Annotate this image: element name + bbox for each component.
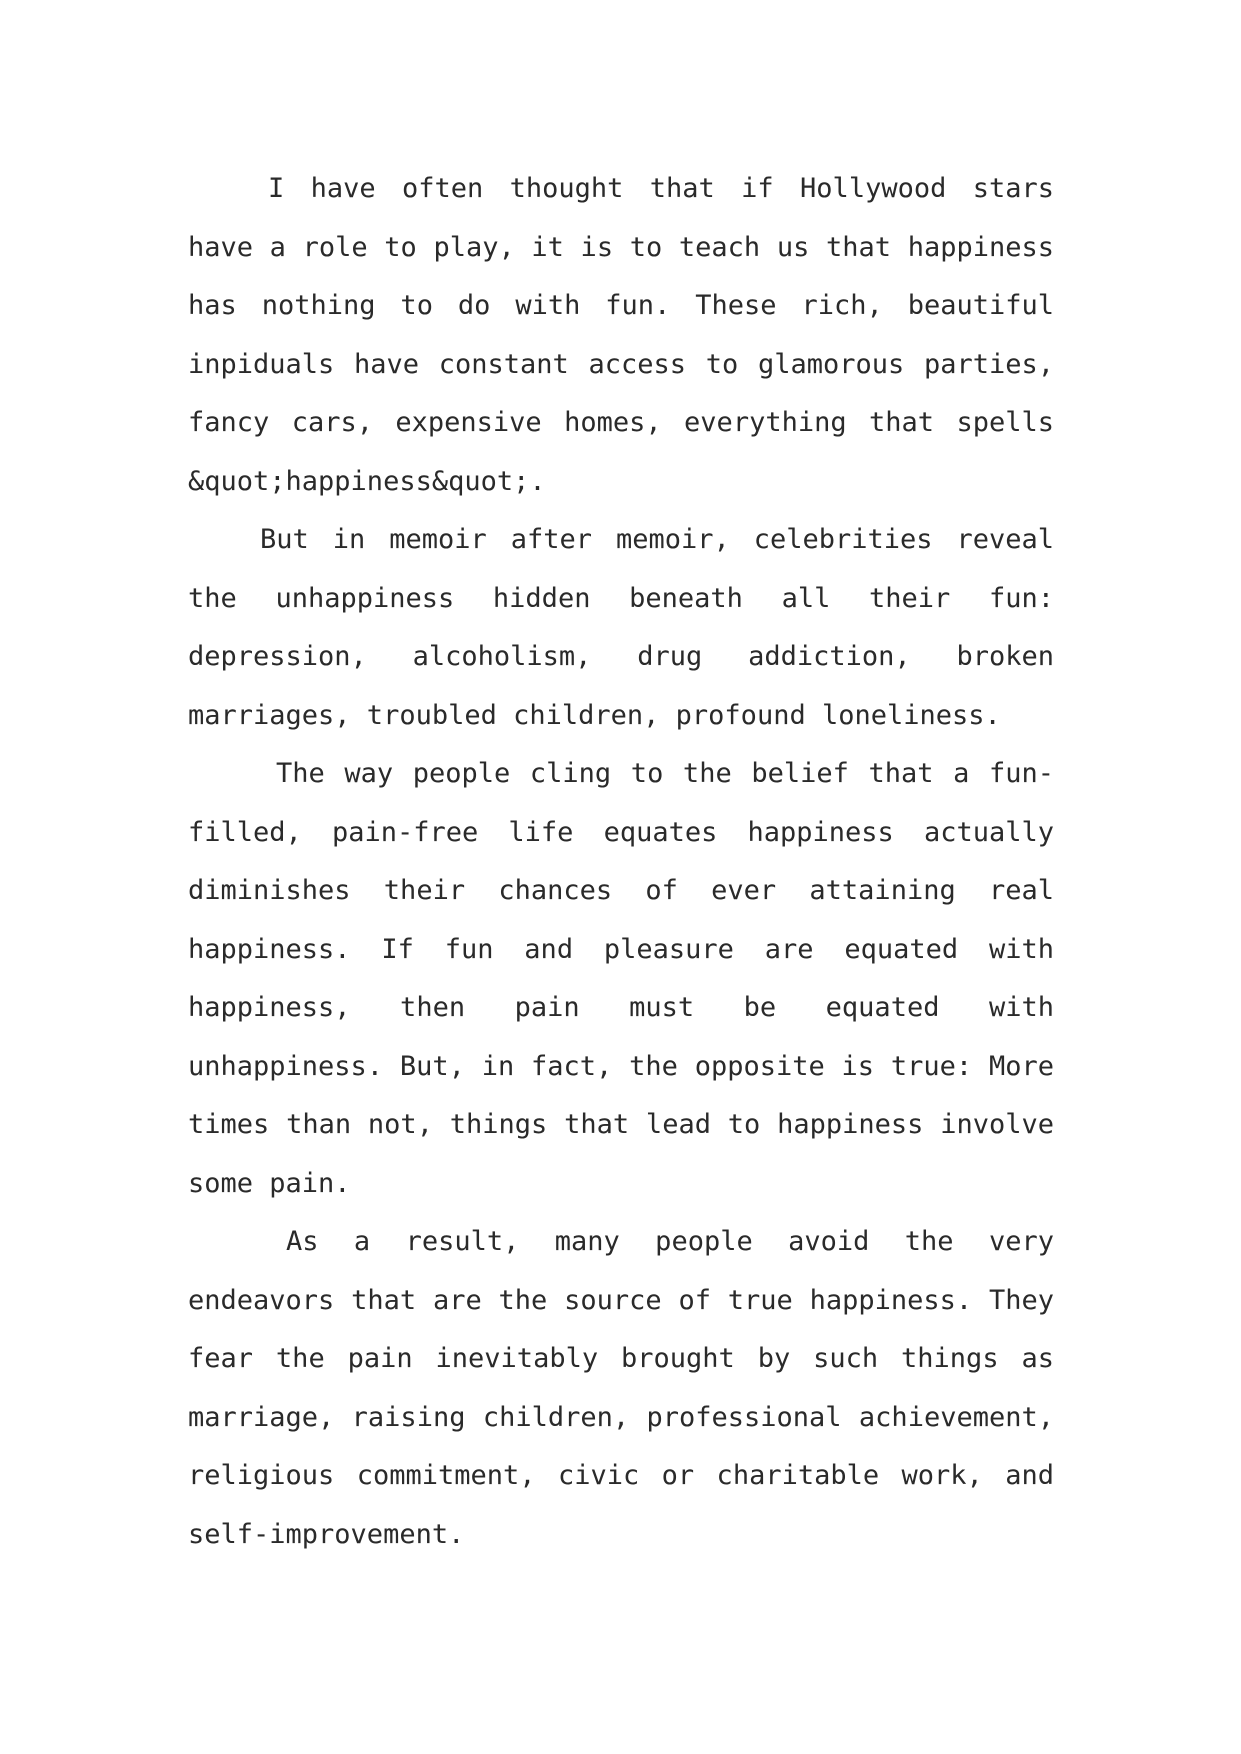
paragraph-2: But in memoir after memoir, celebrities reveal the unhappiness hidden beneath all their fun: depression, alcoholism, drug addiction, broken marriages, troubled children, profound loneliness.	[188, 524, 1054, 731]
paragraph-4: As a result, many people avoid the very endeavors that are the source of true happiness. They fear the pain inevitably brought by such things as marriage, raising children, professional achievement, religious commitment, civic or charitable work, and self-improvement.	[188, 1226, 1054, 1550]
body-text	[188, 160, 1054, 1564]
paragraph-1: I have often thought that if Hollywood stars have a role to play, it is to teach us that happiness has nothing to do with fun. These rich, beautiful inpiduals have constant access to glamorous parties, fancy cars, expensive homes, everything that spells &quot;happiness&quot;.	[188, 173, 1054, 497]
paragraph-3: The way people cling to the belief that a fun-filled, pain-free life equates happiness actually diminishes their chances of ever attaining real happiness. If fun and pleasure are equated with happiness, then pain must be equated with unhappiness. But, in fact, the opposite is true: More times than not, things that lead to happiness involve some pain.	[188, 758, 1054, 1199]
